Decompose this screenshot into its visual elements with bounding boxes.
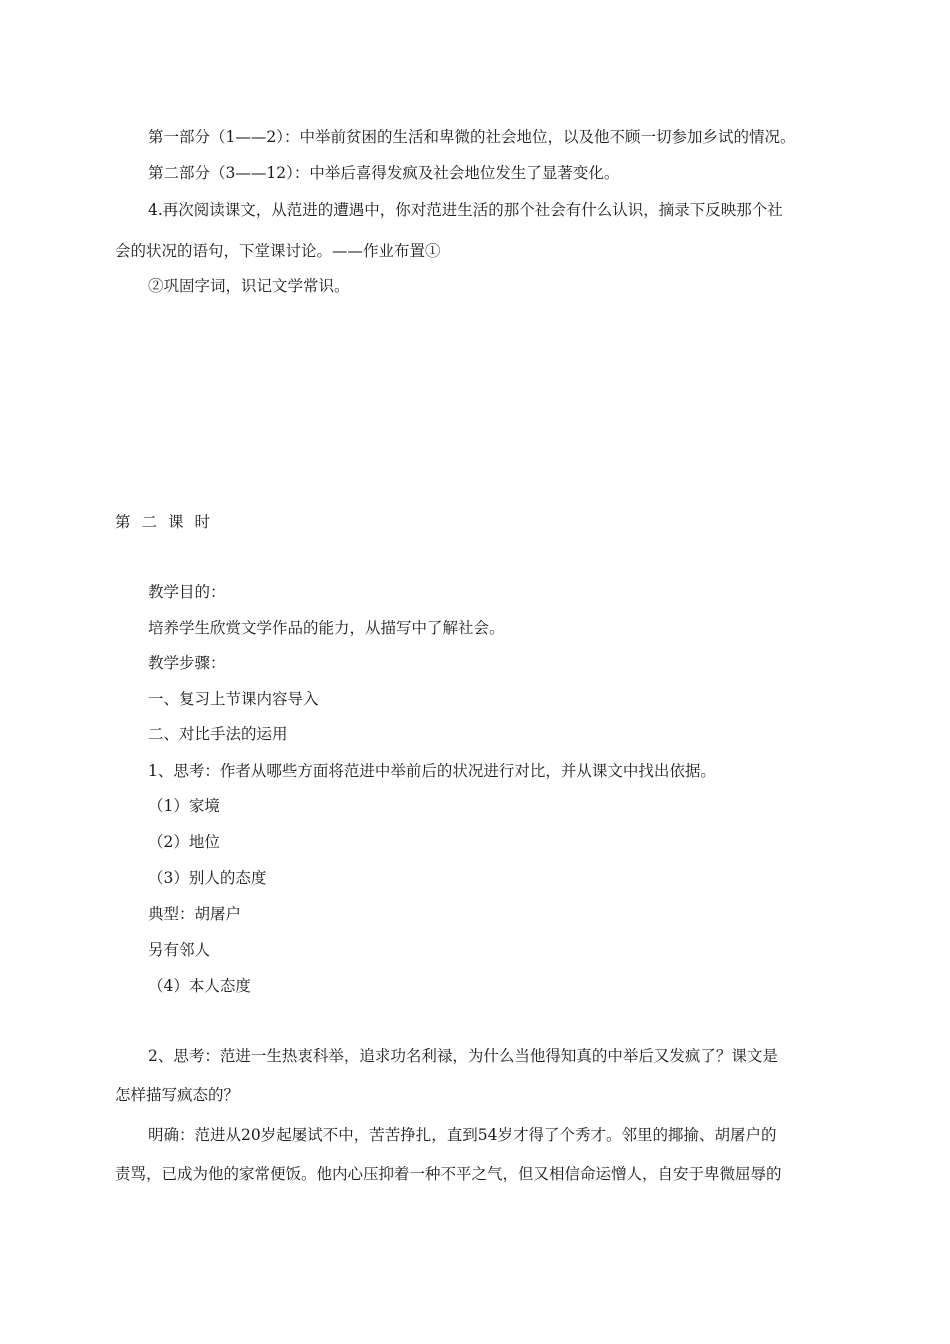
q1-item-1: （1）家境 — [148, 797, 220, 815]
question-2-line1: 2、思考：范进一生热衷科举，追求功名利禄，为什么当他得知真的中举后又发疯了？课文是 — [148, 1047, 778, 1065]
item4-line2: 会的状况的语句，下堂课讨论。——作业布置① — [115, 242, 441, 260]
part2-summary: 第二部分（3——12）：中举后喜得发疯及社会地位发生了显著变化。 — [148, 164, 620, 182]
neighbors-note: 另有邻人 — [148, 941, 211, 959]
answer-line1: 明确：范进从20岁起屡试不中，苦苦挣扎，直到54岁才得了个秀才。邻里的揶揄、胡屠户的 — [148, 1126, 777, 1144]
typical-example: 典型：胡屠户 — [148, 905, 242, 923]
q1-item-4: （4）本人态度 — [148, 977, 251, 995]
goal-heading: 教学目的： — [148, 583, 226, 601]
step-1: 一、复习上节课内容导入 — [148, 690, 319, 708]
item4-line3: ②巩固字词，识记文学常识。 — [148, 277, 350, 295]
question-1: 1、思考：作者从哪些方面将范进中举前后的状况进行对比，并从课文中找出依据。 — [148, 762, 716, 780]
answer-line2: 责骂，已成为他的家常便饭。他内心压抑着一种不平之气，但又相信命运憎人，自安于卑微屈辱的 — [115, 1165, 782, 1183]
goal-text: 培养学生欣赏文学作品的能力，从描写中了解社会。 — [148, 619, 505, 637]
step-2: 二、对比手法的运用 — [148, 725, 288, 743]
question-2-line2: 怎样描写疯态的？ — [115, 1086, 240, 1104]
q1-item-3: （3）别人的态度 — [148, 869, 267, 887]
lesson2-title: 第二课时 — [115, 513, 222, 531]
item4-line1: 4.再次阅读课文，从范进的遭遇中，你对范进生活的那个社会有什么认识，摘录下反映那个社 — [148, 201, 783, 219]
part1-summary: 第一部分（1——2）：中举前贫困的生活和卑微的社会地位，以及他不顾一切参加乡试的情况。 — [148, 128, 796, 146]
q1-item-2: （2）地位 — [148, 833, 220, 851]
steps-heading: 教学步骤： — [148, 654, 226, 672]
